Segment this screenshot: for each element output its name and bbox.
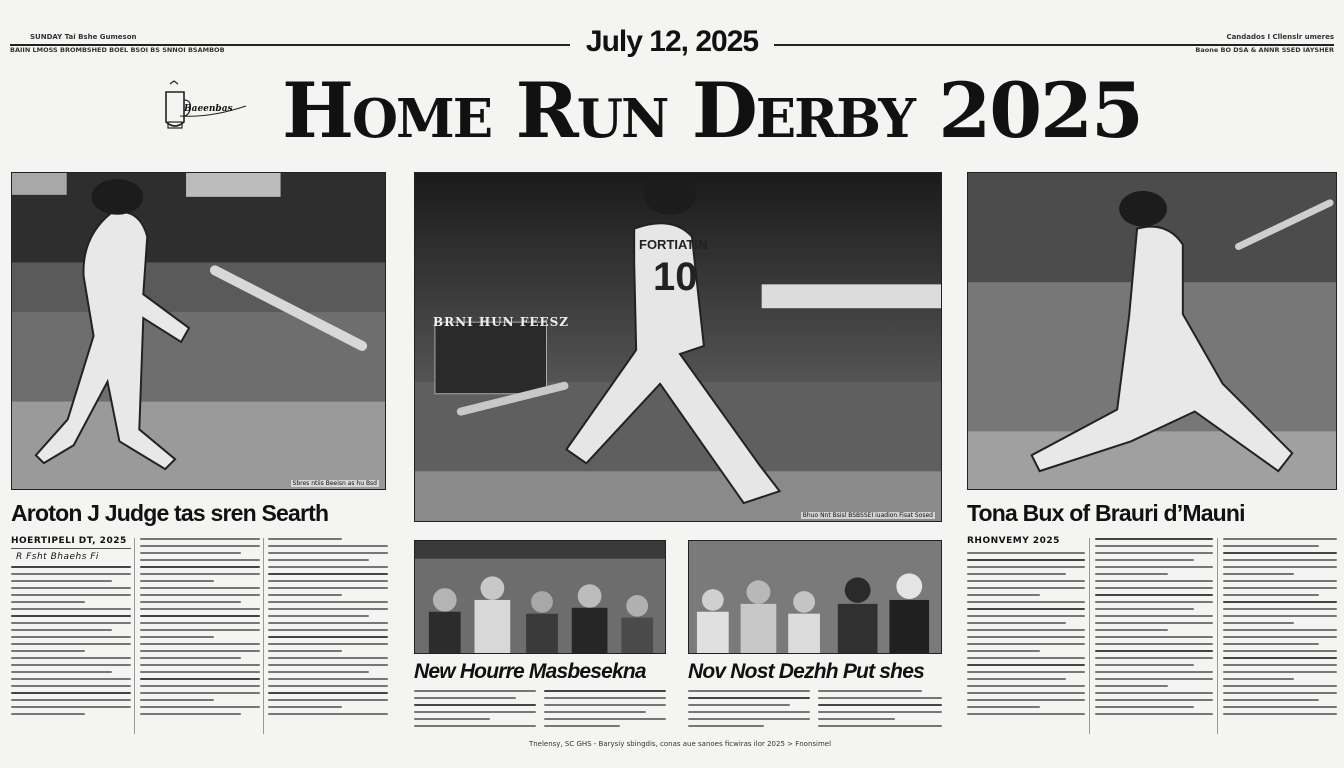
article-right-kicker: RHONVEMY 2025 xyxy=(967,536,1060,546)
masthead-bar xyxy=(10,25,1334,58)
photo-center-batter xyxy=(414,172,942,522)
photo-left-batter xyxy=(11,172,386,490)
article-left-title: Aroton J Judge tas sren Searth xyxy=(11,500,329,526)
main-headline: Home Run Derby 2025 xyxy=(282,66,1142,155)
masthead-left-top: SUNDAY Tai Bshe Gumeson xyxy=(30,33,137,41)
article-left-column-1 xyxy=(11,566,131,740)
photo-bottom-left-crowd xyxy=(414,540,666,654)
kicker-rule xyxy=(11,548,131,549)
article-bottom-right-column-2 xyxy=(818,690,942,736)
photo-bottom-right-crowd xyxy=(688,540,942,654)
scoreboard-sign: BRNI HUN FEESZ xyxy=(433,315,570,329)
footer-credit-line: Tnelensy, SC GHS - Barysiy sbingdis, conas aue sanoes ficwiras ilor 2025 > Fnonsimel xyxy=(528,740,832,748)
article-bottom-right-column-1 xyxy=(688,690,810,736)
article-left-kicker: HOERTIPELI DT, 2025 xyxy=(11,536,127,546)
masthead-right-bottom: Baone BO DSA & ANNR SSED IAYSHER xyxy=(1195,46,1334,54)
logo-text: Baeenbas xyxy=(184,104,233,114)
article-left-column-2 xyxy=(140,538,260,738)
article-right-title: Tona Bux of Brauri d’Mauni xyxy=(967,500,1245,526)
masthead-right-top: Candados I Cllenslr umeres xyxy=(1226,33,1334,41)
jersey-number: 10 xyxy=(653,255,698,299)
article-right-column-1 xyxy=(967,552,1085,738)
masthead-left-bottom: BAIIN LMOSS BROMBSHED BOEL BSOI BS SNNOI BSAMBOB xyxy=(10,46,225,54)
issue-date: July 12, 2025 xyxy=(585,25,759,58)
paper-logo xyxy=(160,80,252,140)
jersey-name: FORTIATIN xyxy=(639,237,708,252)
photo-left-caption: Sbres ntiis Beeisn as hu Bsd xyxy=(292,480,377,487)
article-bottom-left-title: New Hourre Masbesekna xyxy=(414,660,646,683)
photo-right-batter xyxy=(967,172,1337,490)
article-left-column-3 xyxy=(268,538,388,738)
article-bottom-right-title: Nov Nost Dezhh Put shes xyxy=(688,660,924,683)
article-right-column-3 xyxy=(1223,538,1337,738)
article-right-column-2 xyxy=(1095,538,1213,738)
photo-center-caption: Bhuo Nnt Bsisl BSBSSEI iuadion Fisat Sosed xyxy=(802,512,933,519)
article-bottom-left-column-1 xyxy=(414,690,536,736)
article-bottom-left-column-2 xyxy=(544,690,666,736)
article-left-subkicker: R Fsht Bhaehs Fi xyxy=(16,552,99,562)
